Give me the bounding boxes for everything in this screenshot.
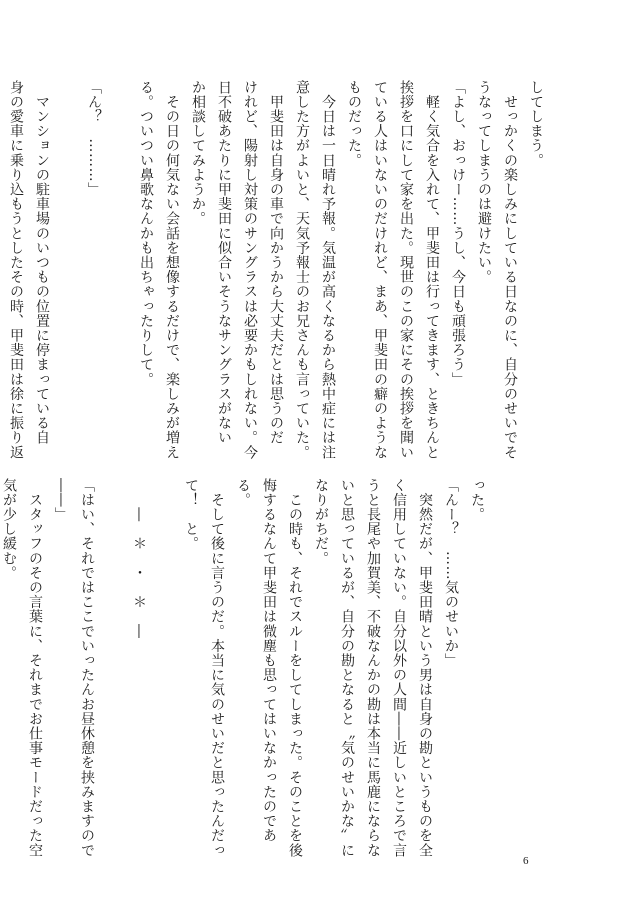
- text-line: 「はい、それではここでいったんお昼休憩を挟みますので: [79, 478, 95, 858]
- text-line: 意した方がよいと、天気予報士のお兄さんも言っていた。: [294, 80, 310, 460]
- text-line: マンションの駐車場のいつもの位置に停まっている自: [34, 80, 50, 445]
- text-line: この時も、それでスルーをしてしまった。そのことを後: [287, 478, 303, 858]
- text-line: 気が少し緩む。: [1, 478, 17, 581]
- text-line: 甲斐田は自身の車で向かうから大丈夫だとは思うのだ: [268, 80, 284, 445]
- text-line: けれど、陽射し対策のサングラスは必要かもしれない。今: [242, 80, 258, 460]
- text-line: 今日は一日晴れ予報。気温が高くなるから熱中症には注: [320, 80, 336, 460]
- text-line: してしまう。: [528, 80, 544, 168]
- text-line: 「よし、おっけー……うし、今日も頑張ろう」: [450, 80, 466, 387]
- text-line: 「ん？ ………」: [86, 80, 102, 197]
- text-line: る。: [235, 478, 251, 508]
- text-line: 日不破あたりに甲斐田に似合いそうなサングラスがない: [216, 80, 232, 445]
- text-line: うと長尾や加賀美、不破なんかの勘は本当に馬鹿にならな: [365, 478, 381, 858]
- text-line: ものだった。: [346, 80, 362, 168]
- text-line: なりがちだ。: [313, 478, 329, 566]
- text-line: 「んー？ ……気のせいか」: [443, 478, 459, 668]
- text-line: 身の愛車に乗り込もうとしたその時、甲斐田は徐に振り返: [8, 80, 24, 460]
- text-line: 突然だが、甲斐田晴という男は自身の勘というものを全: [417, 478, 433, 858]
- text-line: [107, 80, 133, 450]
- text-line: く信用していない。自分以外の人間――近しいところで言: [391, 478, 407, 858]
- text-line: そして後に言うのだ。本当に気のせいだと思ったんだっ: [209, 478, 225, 858]
- text-line: 軽く気合を入れて、甲斐田は行ってきます、ときちんと: [424, 80, 440, 460]
- text-line: ている人はいないのだけれど、まあ、甲斐田の癖のような: [372, 80, 388, 460]
- text-line: せっかくの楽しみにしている日なのに、自分のせいでそ: [502, 80, 518, 460]
- text-line: て！ と。: [183, 478, 199, 551]
- text-line: った。: [469, 478, 485, 522]
- lower-text-block: [0, 478, 490, 858]
- upper-text-block: [3, 80, 549, 460]
- text-line: 挨拶を口にして家を出た。現世のこの家にその挨拶を聞い: [398, 80, 414, 460]
- text-line: いと思っているが、自分の勘となると〝気のせいかな〟に: [339, 478, 355, 858]
- text-line: る。ついつい鼻歌なんかも出ちゃったりして。: [138, 80, 154, 387]
- text-line: 悔するなんて甲斐田は微塵も思ってはいなかったのであ: [261, 478, 277, 843]
- text-line: その日の何気ない会話を想像するだけで、楽しみが増え: [164, 80, 180, 460]
- text-line: か相談してみようか。: [190, 80, 206, 226]
- page-number: 6: [523, 855, 529, 867]
- text-line: [100, 478, 126, 848]
- text-line: [55, 80, 81, 450]
- text-line: うなってしまうのは避けたい。: [476, 80, 492, 285]
- text-line: [152, 478, 178, 848]
- text-line: スタッフのその言葉に、それまでお仕事モードだった空: [27, 478, 43, 858]
- text-line: ― ＊ ・ ＊ ―: [131, 478, 147, 639]
- text-line: ――」: [53, 478, 69, 522]
